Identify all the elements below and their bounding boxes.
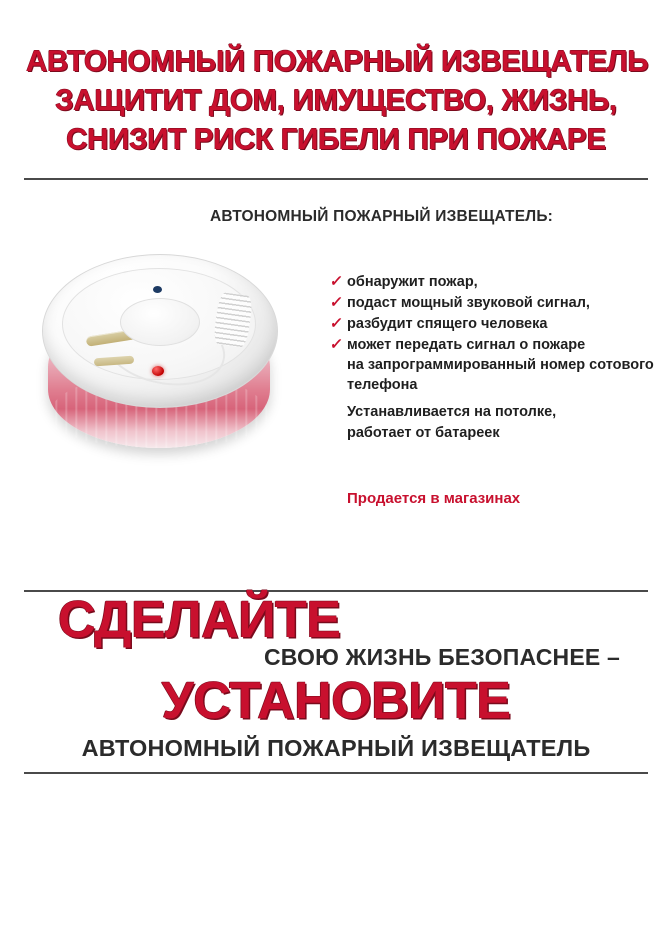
- list-item-label: [347, 335, 660, 395]
- installation-note-line-1: Устанавливается на потолке,: [347, 403, 557, 420]
- check-icon: ✓: [328, 314, 344, 332]
- installation-note-line-2: работает от батареек: [347, 424, 500, 441]
- list-item: [330, 272, 660, 292]
- bottom-block: [0, 592, 672, 762]
- section-subheading: АВТОНОМНЫЙ ПОЖАРНЫЙ ИЗВЕЩАТЕЛЬ:: [210, 207, 554, 225]
- cta-line-4: АВТОНОМНЫЙ ПОЖАРНЫЙ ИЗВЕЩАТЕЛЬ: [81, 735, 591, 762]
- check-icon: ✓: [328, 293, 344, 311]
- check-icon: ✓: [328, 335, 344, 353]
- list-item: [330, 293, 660, 313]
- cta-line-1: СДЕЛАЙТЕ: [58, 590, 341, 649]
- list-item: [330, 335, 660, 395]
- headline-line-3: СНИЗИТ РИСК ГИБЕЛИ ПРИ ПОЖАРЕ: [66, 123, 606, 157]
- list-item-label-main: может передать сигнал о пожаре: [347, 336, 586, 353]
- headline-line-2: ЗАЩИТИТ ДОМ, ИМУЩЕСТВО, ЖИЗНЬ,: [55, 84, 617, 118]
- installation-note: [347, 402, 667, 444]
- cta-line-3: УСТАНОВИТЕ: [161, 671, 511, 730]
- list-item-label: подаст мощный звуковой сигнал,: [347, 294, 590, 311]
- check-icon: ✓: [328, 272, 344, 290]
- list-item-label: обнаружит пожар,: [347, 273, 478, 290]
- headline-block: [0, 0, 672, 160]
- detector-graphic: [42, 246, 276, 480]
- smoke-detector-illustration: [34, 236, 284, 496]
- list-item-label: разбудит спящего человека: [347, 315, 548, 332]
- list-item: [330, 314, 660, 334]
- middle-block: [0, 180, 672, 572]
- divider-footer: [24, 772, 648, 774]
- availability-note: Продается в магазинах: [347, 489, 521, 507]
- detector-center-cap: [120, 298, 200, 346]
- detector-led-indicator-icon: [152, 366, 164, 376]
- headline-line-1: АВТОНОМНЫЙ ПОЖАРНЫЙ ИЗВЕЩАТЕЛЬ: [26, 45, 649, 78]
- list-item-label-continuation: на запрограммированный номер сотового телефона: [347, 356, 654, 393]
- cta-line-2: СВОЮ ЖИЗНЬ БЕЗОПАСНЕЕ –: [263, 643, 620, 670]
- feature-list: [330, 272, 660, 396]
- detector-test-hole-icon: [153, 286, 162, 293]
